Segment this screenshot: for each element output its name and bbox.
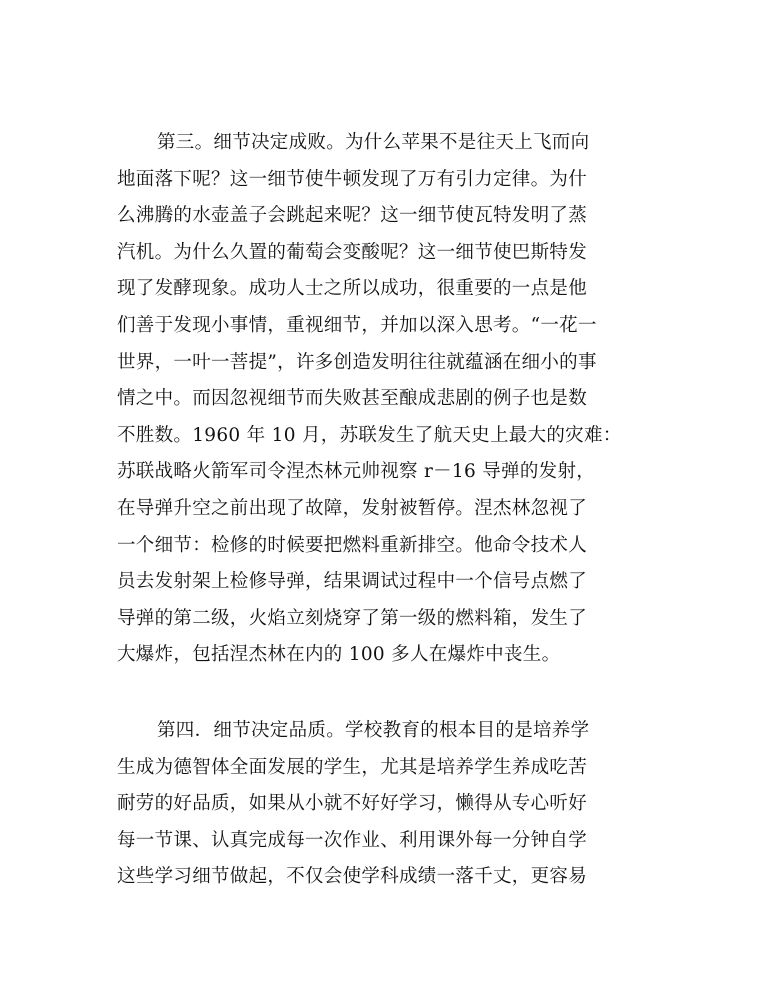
- text-line: 世界，一叶一菩提”，许多创造发明往往就蕴涵在细小的事: [117, 351, 597, 373]
- text-line: 大爆炸，包括涅杰林在内的 100 多人在爆炸中丧生。: [117, 644, 561, 666]
- text-line: 情之中。而因忽视细节而失败甚至酿成悲剧的例子也是数: [117, 388, 588, 410]
- text-line: 生成为德智体全面发展的学生，尤其是培养学生养成吃苦: [117, 756, 588, 778]
- text-line: 在导弹升空之前出现了故障，发射被暂停。涅杰林忽视了: [117, 497, 588, 519]
- text-line: 这些学习细节做起，不仅会使学科成绩一落千丈，更容易: [117, 866, 588, 888]
- text-line: 地面落下呢？这一细节使牛顿发现了万有引力定律。为什: [117, 168, 588, 190]
- text-line: 导弹的第二级，火焰立刻烧穿了第一级的燃料箱，发生了: [117, 607, 588, 629]
- text-line: 么沸腾的水壶盖子会跳起来呢？这一细节使瓦特发明了蒸: [117, 205, 588, 227]
- text-line: 一个细节：检修的时候要把燃料重新排空。他命令技术人: [117, 534, 588, 556]
- text-line: 不胜数。1960 年 10 月，苏联发生了航天史上最大的灾难：: [117, 424, 622, 446]
- paragraph-fourth: [117, 713, 662, 896]
- paragraph-third: [117, 125, 662, 674]
- text-line: 苏联战略火箭军司令涅杰林元帅视察 r－16 导弹的发射，: [117, 461, 596, 483]
- text-line: 现了发酵现象。成功人士之所以成功，很重要的一点是他: [117, 278, 588, 300]
- text-line: 第四．细节决定品质。学校教育的根本目的是培养学: [157, 720, 590, 741]
- text-line: 汽机。为什么久置的葡萄会变酸呢？这一细节使巴斯特发: [117, 241, 588, 263]
- text-line: 们善于发现小事情，重视细节，并加以深入思考。“一花一: [117, 314, 597, 336]
- text-line: 第三。细节决定成败。为什么苹果不是往天上飞而向: [157, 132, 590, 153]
- text-line: 员去发射架上检修导弹，结果调试过程中一个信号点燃了: [117, 571, 588, 593]
- text-line: 每一节课、认真完成每一次作业、利用课外每一分钟自学: [117, 829, 588, 851]
- text-line: 耐劳的好品质，如果从小就不好好学习，懒得从专心听好: [117, 793, 588, 815]
